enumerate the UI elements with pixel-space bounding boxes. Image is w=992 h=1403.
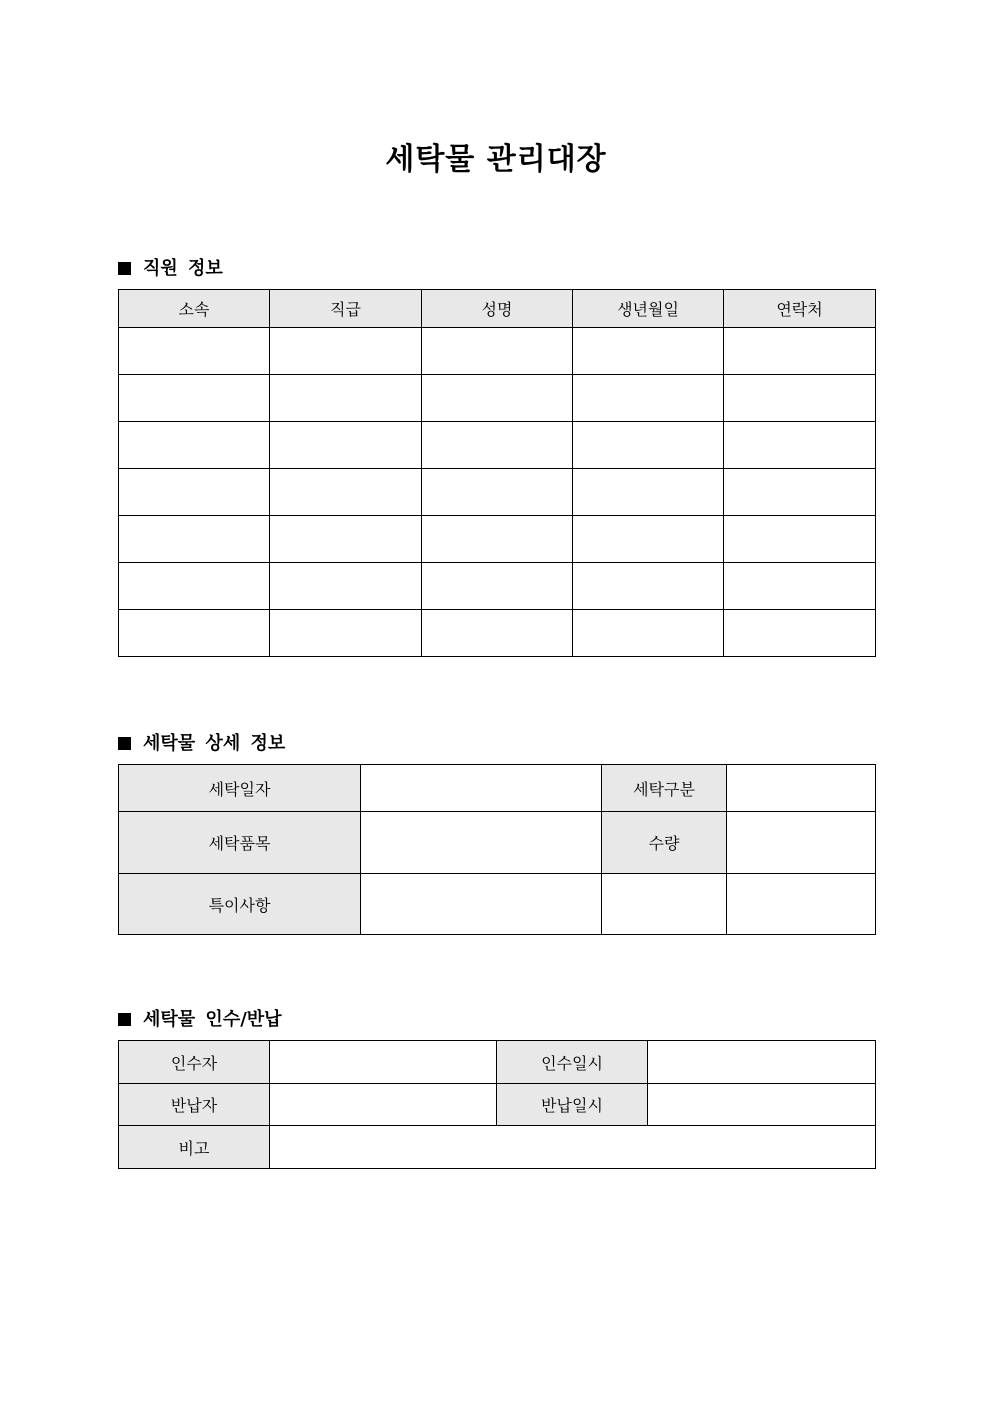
col-header-affiliation: 소속: [119, 290, 270, 328]
col-header-position: 직급: [270, 290, 422, 328]
wash-items-label: 세탁품목: [119, 812, 361, 874]
staff-cell[interactable]: [573, 563, 724, 610]
staff-cell[interactable]: [270, 328, 422, 375]
wash-type-field[interactable]: [727, 765, 876, 812]
wash-items-field[interactable]: [361, 812, 602, 874]
return-time-label: 반납일시: [497, 1084, 648, 1126]
staff-cell[interactable]: [422, 375, 573, 422]
returner-field[interactable]: [270, 1084, 497, 1126]
receive-time-field[interactable]: [648, 1041, 876, 1084]
staff-cell[interactable]: [724, 610, 876, 657]
staff-row: [119, 563, 876, 610]
returner-label: 반납자: [119, 1084, 270, 1126]
section-heading-handover: 세탁물 인수/반납: [118, 1005, 282, 1031]
receiver-label: 인수자: [119, 1041, 270, 1084]
staff-cell[interactable]: [119, 516, 270, 563]
notes-label: 특이사항: [119, 874, 361, 935]
wash-date-label: 세탁일자: [119, 765, 361, 812]
staff-cell[interactable]: [422, 610, 573, 657]
staff-cell[interactable]: [119, 375, 270, 422]
staff-cell[interactable]: [724, 469, 876, 516]
staff-cell[interactable]: [422, 469, 573, 516]
staff-cell[interactable]: [270, 563, 422, 610]
staff-row: [119, 375, 876, 422]
notes-field[interactable]: [361, 874, 602, 935]
staff-row: [119, 610, 876, 657]
staff-cell[interactable]: [724, 375, 876, 422]
wash-type-label: 세탁구분: [602, 765, 727, 812]
section-heading-staff: 직원 정보: [118, 254, 223, 280]
return-time-field[interactable]: [648, 1084, 876, 1126]
staff-cell[interactable]: [270, 516, 422, 563]
wash-date-field[interactable]: [361, 765, 602, 812]
staff-cell[interactable]: [270, 610, 422, 657]
staff-table: [118, 289, 876, 657]
square-bullet-icon: [118, 737, 131, 750]
staff-cell[interactable]: [724, 422, 876, 469]
col-header-birthdate: 생년월일: [573, 290, 724, 328]
staff-cell[interactable]: [573, 516, 724, 563]
staff-cell[interactable]: [119, 469, 270, 516]
receiver-field[interactable]: [270, 1041, 497, 1084]
remarks-label: 비고: [119, 1126, 270, 1169]
handover-table: [118, 1040, 876, 1169]
staff-cell[interactable]: [270, 375, 422, 422]
receive-time-label: 인수일시: [497, 1041, 648, 1084]
staff-cell[interactable]: [573, 375, 724, 422]
staff-cell[interactable]: [270, 422, 422, 469]
staff-header-row: [119, 290, 876, 328]
staff-cell[interactable]: [422, 516, 573, 563]
square-bullet-icon: [118, 262, 131, 275]
staff-cell[interactable]: [573, 422, 724, 469]
remarks-field[interactable]: [270, 1126, 876, 1169]
staff-cell[interactable]: [422, 328, 573, 375]
staff-cell[interactable]: [573, 610, 724, 657]
staff-cell[interactable]: [724, 516, 876, 563]
staff-row: [119, 328, 876, 375]
col-header-contact: 연락처: [724, 290, 876, 328]
staff-row: [119, 516, 876, 563]
staff-cell[interactable]: [119, 328, 270, 375]
section-heading-detail: 세탁물 상세 정보: [118, 729, 285, 755]
detail-table: [118, 764, 876, 935]
staff-cell[interactable]: [422, 422, 573, 469]
staff-cell[interactable]: [119, 610, 270, 657]
empty-cell[interactable]: [727, 874, 876, 935]
quantity-field[interactable]: [727, 812, 876, 874]
staff-cell[interactable]: [119, 563, 270, 610]
staff-row: [119, 422, 876, 469]
empty-cell[interactable]: [602, 874, 727, 935]
quantity-label: 수량: [602, 812, 727, 874]
page-title: 세탁물 관리대장: [385, 142, 607, 177]
col-header-name: 성명: [422, 290, 573, 328]
staff-row: [119, 469, 876, 516]
staff-cell[interactable]: [119, 422, 270, 469]
staff-cell[interactable]: [724, 563, 876, 610]
staff-cell[interactable]: [724, 328, 876, 375]
staff-cell[interactable]: [573, 469, 724, 516]
staff-cell[interactable]: [573, 328, 724, 375]
square-bullet-icon: [118, 1013, 131, 1026]
staff-cell[interactable]: [422, 563, 573, 610]
staff-cell[interactable]: [270, 469, 422, 516]
